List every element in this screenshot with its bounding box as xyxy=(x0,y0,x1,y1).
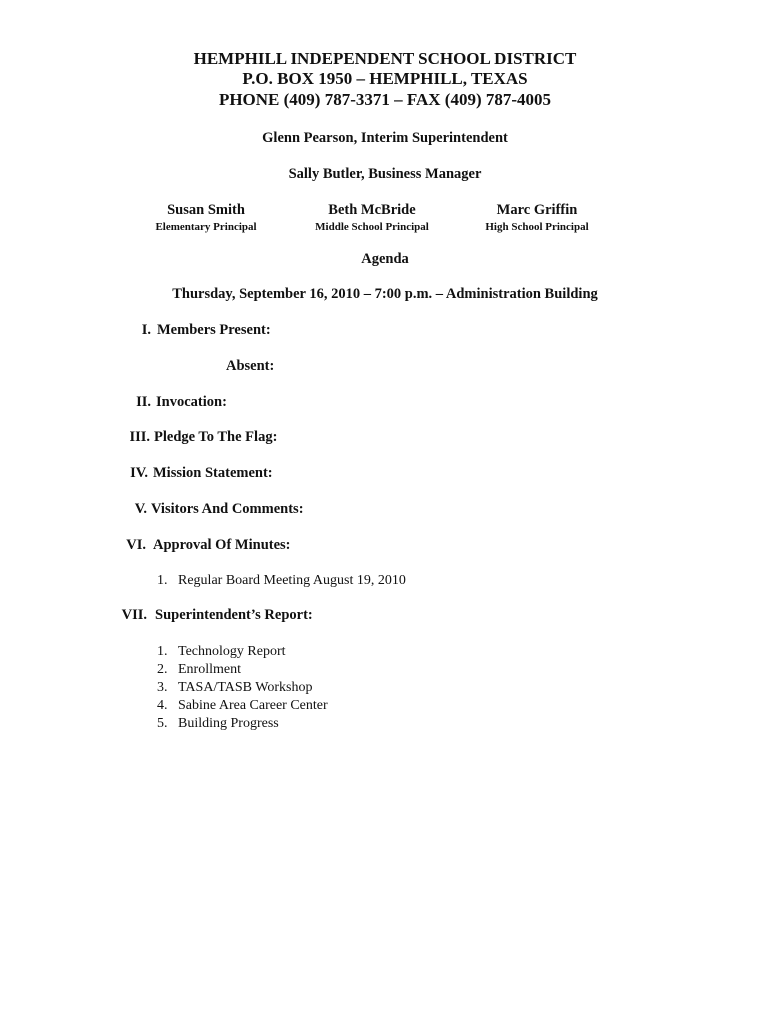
list-item-text: Sabine Area Career Center xyxy=(178,698,328,713)
section-number: III. xyxy=(129,429,150,445)
district-phone-fax: PHONE (409) 787-3371 – FAX (409) 787-4005 xyxy=(218,90,552,109)
minutes-list xyxy=(157,572,406,590)
list-item: 5. Building Progress xyxy=(157,716,279,731)
section-number: IV. xyxy=(130,465,148,481)
section-absent: Absent: xyxy=(226,358,275,374)
principal-name: Susan Smith xyxy=(167,202,245,218)
district-name: HEMPHILL INDEPENDENT SCHOOL DISTRICT xyxy=(193,49,577,68)
section-number: II. xyxy=(136,394,151,410)
section-invocation: Invocation: xyxy=(156,394,227,410)
list-item: 4. Sabine Area Career Center xyxy=(157,698,328,713)
section-approval-of-minutes: Approval Of Minutes: xyxy=(153,537,291,553)
section-mission-statement: Mission Statement: xyxy=(153,465,273,481)
list-item-text: Technology Report xyxy=(178,644,286,659)
principal-name: Beth McBride xyxy=(328,202,416,218)
section-superintendent-report: Superintendent’s Report: xyxy=(155,607,313,623)
section-members-present: Members Present: xyxy=(157,322,271,338)
superintendent-line: Glenn Pearson, Interim Superintendent xyxy=(262,130,508,146)
principal-title: Middle School Principal xyxy=(315,221,429,233)
principal-high xyxy=(437,202,637,234)
principal-name: Marc Griffin xyxy=(496,202,578,218)
section-number: VI. xyxy=(126,537,146,553)
list-item-text: Regular Board Meeting August 19, 2010 xyxy=(178,573,406,588)
business-manager-line: Sally Butler, Business Manager xyxy=(288,166,482,182)
meeting-details: Thursday, September 16, 2010 – 7:00 p.m. – Administration Building xyxy=(172,286,598,302)
principal-title: Elementary Principal xyxy=(155,221,257,233)
list-item: 1. Technology Report xyxy=(157,644,286,659)
list-item: 2. Enrollment xyxy=(157,662,241,677)
list-item-text: Enrollment xyxy=(178,662,241,677)
list-item-text: Building Progress xyxy=(178,716,279,731)
list-item: 1. Regular Board Meeting August 19, 2010 xyxy=(157,573,406,588)
principal-title: High School Principal xyxy=(485,221,589,233)
agenda-title: Agenda xyxy=(361,251,409,267)
section-number: VII. xyxy=(121,607,147,623)
list-item: 3. TASA/TASB Workshop xyxy=(157,680,313,695)
section-pledge: Pledge To The Flag: xyxy=(154,429,278,445)
report-list xyxy=(157,643,328,733)
district-address: P.O. BOX 1950 – HEMPHILL, TEXAS xyxy=(242,69,528,88)
section-number: I. xyxy=(141,322,151,338)
section-visitors-comments: Visitors And Comments: xyxy=(151,501,304,517)
list-item-text: TASA/TASB Workshop xyxy=(178,680,313,695)
section-number: V. xyxy=(134,501,147,517)
